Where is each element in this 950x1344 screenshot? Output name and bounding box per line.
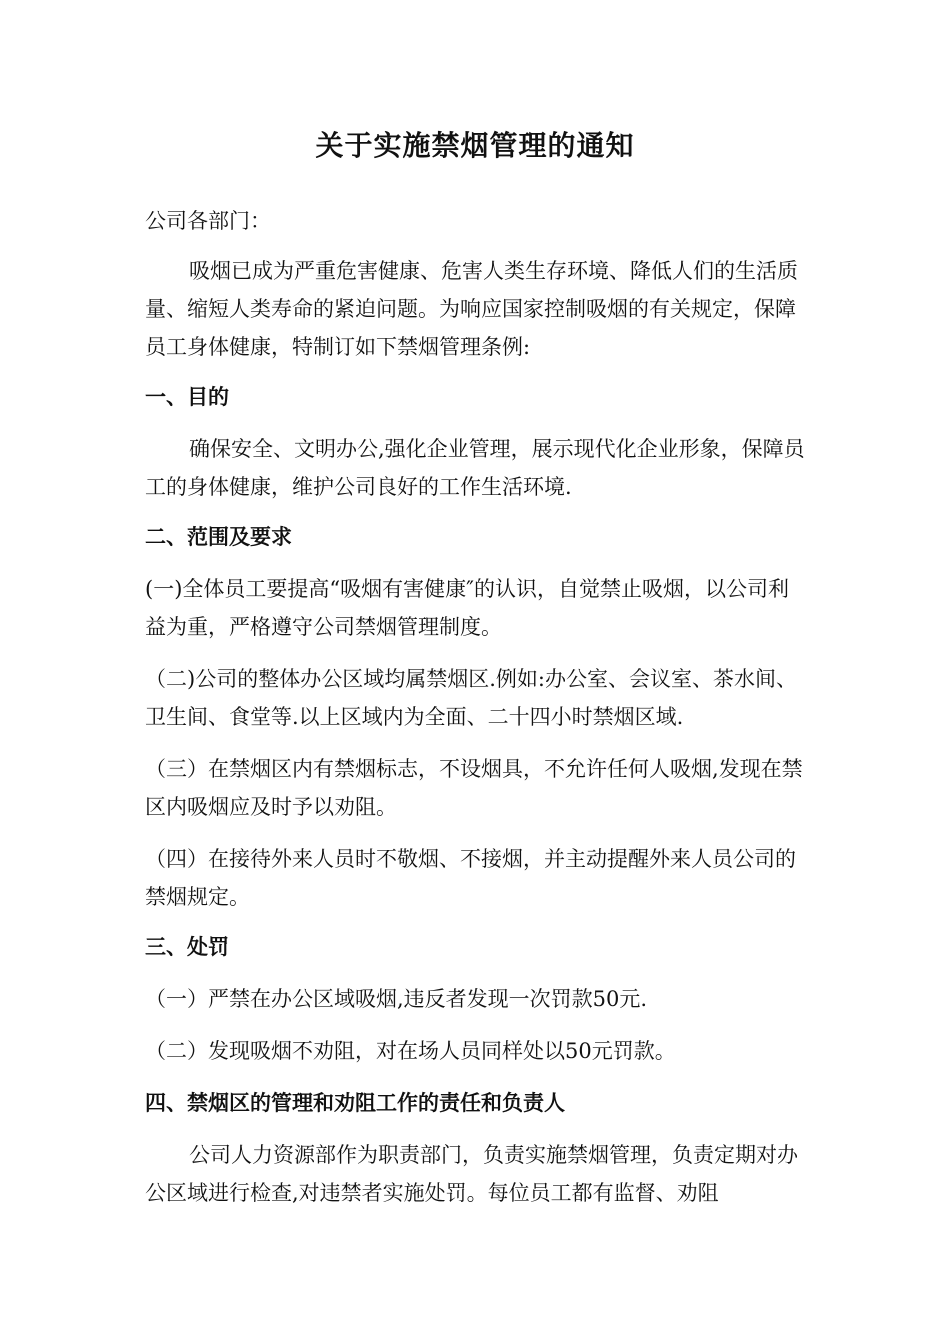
scope-item-1: (一)全体员工要提高“吸烟有害健康″的认识，自觉禁止吸烟，以公司利益为重，严格遵守公司禁烟管理制度。 [145, 577, 789, 639]
penalty-item-2: （二）发现吸烟不劝阻，对在场人员同样处以50元罚款。 [145, 1039, 676, 1063]
section-heading-responsibility: 四、禁烟区的管理和劝阻工作的责任和负责人 [145, 1090, 565, 1115]
purpose-paragraph: 确保安全、文明办公,强化企业管理，展示现代化企业形象，保障员工的身体健康，维护公司良好的工作生活环境. [145, 437, 805, 499]
scope-item-4: （四）在接待外来人员时不敬烟、不接烟，并主动提醒外来人员公司的禁烟规定。 [145, 847, 796, 909]
scope-item-3: （三）在禁烟区内有禁烟标志，不设烟具，不允许任何人吸烟,发现在禁区内吸烟应及时予以劝阻。 [145, 757, 803, 819]
section-heading-penalty: 三、处罚 [145, 934, 229, 959]
salutation: 公司各部门： [145, 209, 271, 233]
section-heading-scope: 二、范围及要求 [145, 524, 292, 549]
intro-paragraph: 吸烟已成为严重危害健康、危害人类生存环境、降低人们的生活质量、缩短人类寿命的紧迫问题。为响应国家控制吸烟的有关规定，保障员工身体健康，特制订如下禁烟管理条例: [145, 259, 798, 359]
document-title: 关于实施禁烟管理的通知 [315, 129, 635, 162]
scope-item-2: （二)公司的整体办公区域均属禁烟区.例如:办公室、会议室、茶水间、卫生间、食堂等.以上区域内为全面、二十四小时禁烟区域. [145, 667, 797, 729]
responsibility-paragraph: 公司人力资源部作为职责部门，负责实施禁烟管理，负责定期对办公区域进行检查,对违禁者实施处罚。每位员工都有监督、劝阻 [145, 1143, 798, 1205]
penalty-item-1: （一）严禁在办公区域吸烟,违反者发现一次罚款50元. [145, 987, 648, 1011]
section-heading-purpose: 一、目的 [145, 384, 229, 409]
